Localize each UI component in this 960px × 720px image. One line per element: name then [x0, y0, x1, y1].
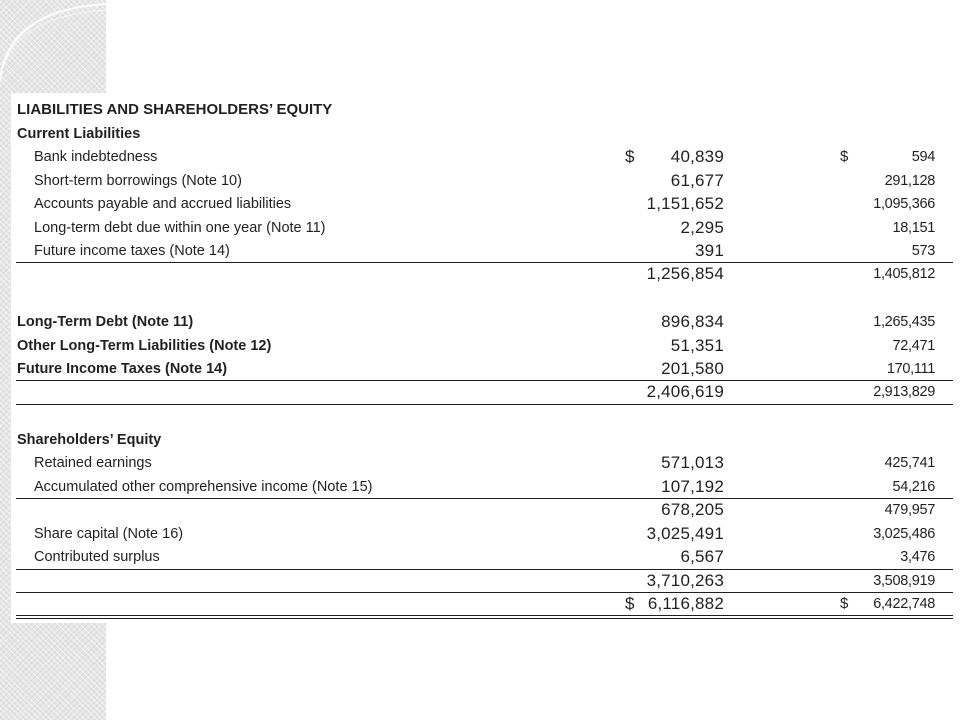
table-row	[11, 545, 953, 569]
prior-year-subtotal: 1,405,812	[873, 266, 935, 282]
equity-title: Shareholders’ Equity	[17, 432, 162, 448]
current-year-value: 2,295	[680, 218, 724, 237]
current-year-value: 51,351	[670, 336, 724, 355]
current-liabilities-title: Current Liabilities	[17, 126, 141, 142]
liabilities-equity-heading: LIABILITIES AND SHAREHOLDERS’ EQUITY	[17, 101, 333, 118]
decorative-arc	[0, 0, 106, 80]
grand-total-row	[11, 592, 953, 616]
table-row	[11, 145, 953, 169]
table-row	[11, 310, 953, 334]
table-row	[11, 239, 953, 263]
table-row	[11, 192, 953, 216]
subtotal-row	[11, 569, 953, 593]
table-row	[11, 522, 953, 546]
row-label: Future Income Taxes (Note 14)	[17, 361, 228, 377]
current-year-total: 3,710,263	[646, 571, 724, 590]
table-row	[11, 334, 953, 358]
row-label: Short-term borrowings (Note 10)	[34, 173, 242, 189]
prior-year-value: 3,476	[900, 549, 935, 565]
currency-symbol: $	[625, 594, 635, 613]
prior-year-subtotal: 479,957	[884, 502, 935, 518]
current-year-value: 571,013	[661, 453, 724, 472]
subtotal-row	[11, 380, 953, 404]
prior-year-total: 3,508,919	[873, 573, 935, 589]
table-row	[11, 169, 953, 193]
row-label: Future income taxes (Note 14)	[34, 243, 230, 259]
current-year-value: 6,567	[680, 547, 724, 566]
current-year-value: 391	[695, 241, 724, 260]
current-year-subtotal: 678,205	[661, 500, 724, 519]
current-year-value: 896,834	[661, 312, 724, 331]
row-label: Long-Term Debt (Note 11)	[17, 314, 194, 330]
prior-year-value: 72,471	[892, 338, 935, 354]
prior-year-value: 573	[911, 243, 935, 259]
row-label: Accounts payable and accrued liabilities	[34, 196, 292, 212]
prior-year-value: 170,111	[886, 361, 935, 377]
table-row	[11, 451, 953, 475]
prior-year-value: 291,128	[884, 173, 935, 189]
current-year-value: 40,839	[670, 147, 724, 166]
current-year-value: 1,151,652	[646, 194, 724, 213]
table-row	[11, 357, 953, 381]
prior-year-grand-total: 6,422,748	[873, 596, 935, 612]
double-rule-bottom	[16, 618, 953, 619]
prior-year-total: 2,913,829	[873, 384, 935, 400]
currency-symbol: $	[840, 148, 849, 165]
current-year-value: 3,025,491	[646, 524, 724, 543]
row-label: Other Long-Term Liabilities (Note 12)	[17, 338, 272, 354]
equity-title-row	[11, 428, 953, 452]
current-year-total: 2,406,619	[646, 382, 724, 401]
row-label: Accumulated other comprehensive income (Note 15)	[34, 479, 373, 495]
prior-year-value: 1,265,435	[873, 314, 935, 330]
double-rule-top	[16, 615, 953, 616]
prior-year-value: 425,741	[884, 455, 935, 471]
current-year-subtotal: 1,256,854	[646, 264, 724, 283]
subtotal-row	[11, 498, 953, 522]
prior-year-value: 1,095,366	[873, 196, 935, 212]
row-label: Long-term debt due within one year (Note 11)	[34, 220, 326, 236]
table-row	[11, 475, 953, 499]
current-year-value: 201,580	[661, 359, 724, 378]
currency-symbol: $	[625, 147, 635, 166]
currency-symbol: $	[840, 595, 849, 612]
prior-year-value: 54,216	[892, 479, 935, 495]
subtotal-row	[11, 262, 953, 286]
row-label: Bank indebtedness	[34, 149, 158, 165]
current-year-value: 107,192	[661, 477, 724, 496]
prior-year-value: 18,151	[892, 220, 935, 236]
section-heading-row	[11, 98, 953, 122]
table-row	[11, 216, 953, 240]
row-divider	[16, 404, 953, 405]
row-label: Share capital (Note 16)	[34, 526, 184, 542]
current-year-value: 61,677	[670, 171, 724, 190]
prior-year-value: 3,025,486	[873, 526, 935, 542]
current-year-grand-total: 6,116,882	[647, 594, 724, 613]
row-label: Retained earnings	[34, 455, 152, 471]
current-liabilities-title-row	[11, 122, 953, 146]
prior-year-value: 594	[911, 149, 935, 165]
row-label: Contributed surplus	[34, 549, 160, 565]
